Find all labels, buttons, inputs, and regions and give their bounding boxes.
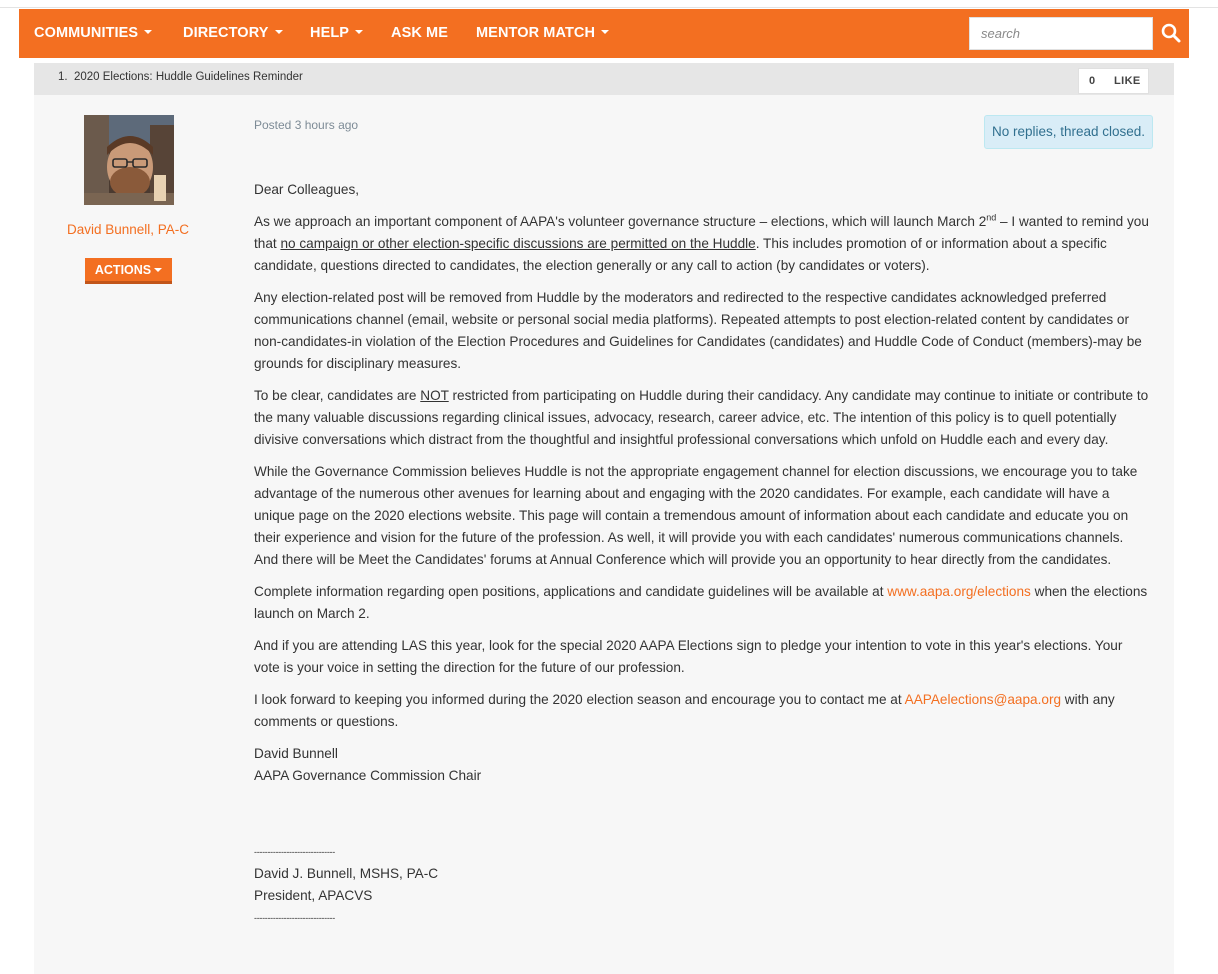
chevron-down-icon <box>355 30 363 34</box>
nav-communities[interactable]: COMMUNITIES <box>34 9 152 58</box>
signoff: David Bunnell AAPA Governance Commission Chair <box>254 746 482 783</box>
like-count: 0 <box>1089 75 1096 87</box>
signature-title: President, APACVS <box>254 888 373 903</box>
email-link[interactable]: AAPAelections@aapa.org <box>904 692 1062 707</box>
search-icon <box>1159 21 1183 45</box>
posted-timestamp: Posted 3 hours ago <box>254 118 359 132</box>
post-panel <box>34 95 1174 974</box>
paragraph-5: Complete information regarding open positions, applications and candidate guidelines will be available at www.aapa.org/elections when the elections launch on March 2. <box>254 584 1148 621</box>
paragraph-2: Any election-related post will be removed from Huddle by the moderators and redirected to the respective candidates acknowledged preferred communications channel (email, website or personal social media platforms). Repeated attempts to post election-related content by candidates or non-candidates-in violation of the Election Procedures and Guidelines for Candidates (candidates) and Huddle Code of Conduct (members)-may be grounds for disciplinary measures. <box>254 290 1142 371</box>
greeting: Dear Colleagues, <box>254 182 360 197</box>
chevron-down-icon <box>144 30 152 34</box>
thread-header <box>34 63 1174 95</box>
chevron-down-icon <box>275 30 283 34</box>
signature-divider: ------------------------------ <box>254 847 335 857</box>
author-name-link[interactable]: David Bunnell, PA-C <box>66 222 190 237</box>
paragraph-6: And if you are attending LAS this year, look for the special 2020 AAPA Elections sign to pledge your intention to vote in this year's elections. Your vote is your voice in setting the direction for the future of our profession. <box>254 638 1123 675</box>
signature-divider-bottom: ------------------------------ <box>254 913 335 923</box>
paragraph-3: To be clear, candidates are NOT restricted from participating on Huddle during their candidacy. Any candidate may continue to initiate or contribute to the many valuable discussions regarding clinical issues, advocacy, research, career advice, etc. The intention of this policy is to quell potentially divisive conversations which distract from the thoughtful and insightful professional conversations which unfold on Huddle each and every day. <box>254 388 1149 447</box>
avatar[interactable] <box>84 115 174 205</box>
nav-help[interactable]: HELP <box>310 9 363 58</box>
actions-button[interactable]: ACTIONS <box>85 258 172 284</box>
chevron-down-icon <box>154 268 162 272</box>
top-divider <box>0 7 1218 8</box>
thread-status-badge: No replies, thread closed. <box>984 115 1153 149</box>
spacer <box>254 819 1149 841</box>
thread-title[interactable]: 1. 2020 Elections: Huddle Guidelines Reminder <box>58 71 303 83</box>
nav-ask-me[interactable]: ASK ME <box>391 25 448 41</box>
main-nav-bar <box>19 9 1189 58</box>
signature-name: David J. Bunnell, MSHS, PA-C <box>254 866 439 881</box>
spacer <box>254 797 1149 819</box>
nav-mentor-match[interactable]: MENTOR MATCH <box>476 9 609 58</box>
search-button[interactable] <box>1159 21 1183 45</box>
chevron-down-icon <box>601 30 609 34</box>
post-body <box>254 179 1149 929</box>
like-button[interactable] <box>1078 68 1149 94</box>
like-label: LIKE <box>1114 75 1141 87</box>
paragraph-7: I look forward to keeping you informed during the 2020 election season and encourage you to contact me at AAPAelections@aapa.org with any comments or questions. <box>254 692 1115 729</box>
paragraph-4: While the Governance Commission believes Huddle is not the appropriate engagement channel for election discussions, we encourage you to take advantage of the numerous other avenues for learning about and engaging with the 2020 candidates. For example, each candidate will have a unique page on the 2020 elections website. This page will contain a tremendous amount of information about each candidate and educate you on their experience and vision for the future of the profession. As well, it will provide you with each candidates' numerous communications channels. And there will be Meet the Candidates' forums at Annual Conference which will provide you an opportunity to hear directly from the candidates. <box>254 464 1138 567</box>
author-photo <box>84 115 174 205</box>
signature-block <box>254 841 1149 929</box>
paragraph-1: As we approach an important component of AAPA's volunteer governance structure – elections, which will launch March 2nd – I wanted to remind you that no campaign or other election-specific discussions are permitted on the Huddle. This includes promotion of or information about a specific candidate, questions directed to candidates, the election generally or any call to action (by candidates or voters). <box>254 212 1149 273</box>
nav-directory[interactable]: DIRECTORY <box>183 9 283 58</box>
elections-link[interactable]: www.aapa.org/elections <box>887 584 1031 599</box>
search-input[interactable] <box>969 17 1153 50</box>
